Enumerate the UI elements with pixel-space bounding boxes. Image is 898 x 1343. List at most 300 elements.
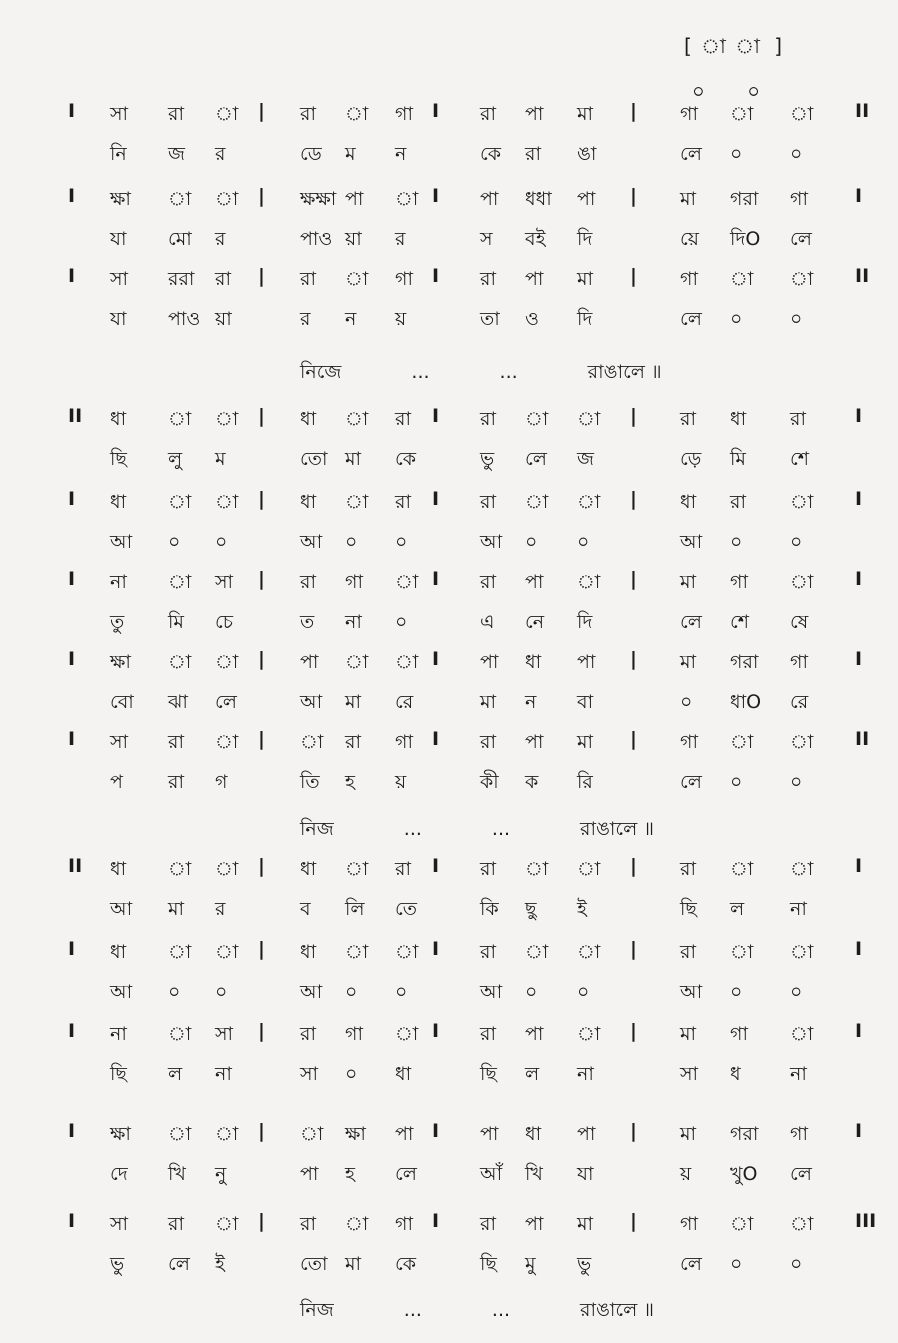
note: া (215, 858, 239, 880)
note: ধা (110, 491, 127, 513)
note: সা (215, 1023, 234, 1045)
lyric-syllable: ০ (790, 771, 803, 793)
lyric-syllable: খুO (730, 1163, 758, 1185)
lyric-syllable: লু (168, 448, 183, 470)
notes-line (0, 938, 898, 978)
note: গা (395, 103, 413, 125)
lyric-syllable: য় (395, 308, 407, 330)
note: রা (168, 103, 184, 125)
refrain-line (300, 358, 732, 390)
bar-line: I (432, 648, 440, 670)
lyric-syllable: দিO (730, 228, 761, 250)
note: পা (525, 103, 544, 125)
bar-line: II (68, 855, 83, 877)
refrain-line (300, 1296, 724, 1328)
lyrics-line (0, 445, 898, 485)
bar-line: I (855, 405, 863, 427)
lyric-syllable: না (790, 1063, 807, 1085)
lyric-syllable: ভু (577, 1253, 592, 1275)
lyric-syllable: ধাO (730, 691, 762, 713)
lyric-syllable: মা (345, 691, 362, 713)
lyric-syllable: দি (577, 611, 593, 633)
lyric-syllable: যা (577, 1163, 594, 1185)
note: া (790, 1213, 814, 1235)
lyric-syllable: ০ (345, 531, 358, 553)
note: া (345, 268, 369, 290)
note: ক্ষা (345, 1123, 366, 1145)
note: া (730, 941, 754, 963)
lyric-syllable: কে (480, 143, 502, 165)
note: া (525, 408, 549, 430)
lyric-syllable: ই (577, 898, 587, 920)
note: পা (525, 1023, 544, 1045)
note: রা (480, 268, 496, 290)
note: া (215, 941, 239, 963)
lyric-syllable: লে (525, 448, 547, 470)
lyric-syllable: মু (525, 1253, 536, 1275)
note: গা (395, 268, 413, 290)
lyric-syllable: জ (577, 448, 594, 470)
lyric-syllable: ছি (110, 1063, 127, 1085)
lyric-syllable: ০ (730, 143, 743, 165)
note: রা (215, 268, 231, 290)
note: া (215, 731, 239, 753)
note: রা (300, 103, 316, 125)
note: া (525, 858, 549, 880)
bar-line: I (68, 938, 76, 960)
lyric-syllable: না (790, 898, 807, 920)
notes-line (0, 488, 898, 528)
note: া (577, 858, 601, 880)
lyric-syllable: ঙা (577, 143, 597, 165)
lyric-syllable: দি (577, 308, 593, 330)
lyric-syllable: স (480, 228, 493, 250)
bar-line: | (630, 1020, 637, 1042)
lyric-syllable: সা (300, 1063, 319, 1085)
bar-line: I (432, 185, 440, 207)
bar-line: I (855, 568, 863, 590)
lyric-syllable: পাও (300, 228, 333, 250)
lyric-syllable: ০ (577, 981, 590, 1003)
bar-line: I (432, 1210, 440, 1232)
note: গরা (730, 188, 759, 210)
note: রা (480, 103, 496, 125)
lyric-syllable: ন (395, 143, 407, 165)
lyric-syllable: তু (110, 611, 125, 633)
lyric-syllable: য় (680, 1163, 692, 1185)
lyric-syllable: আঁ (480, 1163, 503, 1185)
notes-line (0, 728, 898, 768)
lyric-syllable: ০ (215, 531, 228, 553)
lyrics-line (0, 1250, 898, 1290)
note: া (168, 188, 192, 210)
note: া (215, 651, 239, 673)
note: া (345, 491, 369, 513)
lyric-syllable: না (345, 611, 362, 633)
lyric-syllable: খি (168, 1163, 186, 1185)
lyric-syllable: য়া (345, 228, 362, 250)
note: া (345, 408, 369, 430)
bar-line: I (68, 1210, 76, 1232)
bar-line: | (630, 938, 637, 960)
bar-line: | (258, 728, 265, 750)
note: মা (680, 188, 697, 210)
note: া (345, 103, 369, 125)
lyric-syllable: রি (577, 771, 593, 793)
lyric-syllable: লে (790, 228, 812, 250)
lyric-syllable: হ (345, 771, 355, 793)
note: া (577, 408, 601, 430)
lyric-syllable: মা (168, 898, 185, 920)
stanza (0, 728, 898, 808)
bar-line: I (68, 488, 76, 510)
note: রা (480, 571, 496, 593)
lyric-syllable: কে (395, 1253, 417, 1275)
bar-line: III (855, 1210, 877, 1232)
lyric-syllable: রা (168, 771, 184, 793)
lyric-syllable: ০ (790, 308, 803, 330)
lyric-syllable: ভু (110, 1253, 125, 1275)
lyric-syllable: না (215, 1063, 232, 1085)
stanza (0, 855, 898, 935)
note: পা (525, 1213, 544, 1235)
note: না (110, 571, 127, 593)
note: মা (680, 571, 697, 593)
note: ধা (525, 651, 542, 673)
stanza (0, 1210, 898, 1290)
lyric-syllable: য়ে (680, 228, 699, 250)
note: রা (300, 268, 316, 290)
note: পা (525, 731, 544, 753)
lyric-syllable: ০ (345, 1063, 358, 1085)
bar-line: I (855, 855, 863, 877)
note: া (790, 1023, 814, 1045)
note: রা (300, 571, 316, 593)
note: া (790, 491, 814, 513)
header-line-1: [ া া ] (683, 34, 787, 58)
bar-line: I (432, 100, 440, 122)
note: া (168, 941, 192, 963)
note: মা (577, 731, 594, 753)
lyric-syllable: ন (525, 691, 537, 713)
note: ধা (525, 1123, 542, 1145)
lyric-syllable: মা (480, 691, 497, 713)
note: রা (790, 408, 806, 430)
notes-line (0, 1210, 898, 1250)
lyric-syllable: জ (168, 143, 185, 165)
refrain-part: নিজে (300, 361, 342, 383)
lyrics-line (0, 768, 898, 808)
note: পা (480, 188, 499, 210)
stanza (0, 185, 898, 265)
note: া (730, 731, 754, 753)
stanza (0, 648, 898, 728)
lyric-syllable: লি (345, 898, 365, 920)
bar-line: I (855, 488, 863, 510)
lyric-syllable: ডে (300, 143, 322, 165)
note: সা (110, 103, 129, 125)
lyric-syllable: ষে (790, 611, 809, 633)
lyrics-line (0, 895, 898, 935)
lyric-syllable: না (577, 1063, 594, 1085)
lyric-syllable: ০ (730, 531, 743, 553)
lyric-syllable: ছি (680, 898, 697, 920)
lyric-syllable: দে (110, 1163, 128, 1185)
stanza (0, 568, 898, 648)
bar-line: | (258, 938, 265, 960)
bar-line: | (630, 405, 637, 427)
note: ররা (168, 268, 195, 290)
lyric-syllable: তি (300, 771, 320, 793)
lyric-syllable: ০ (790, 981, 803, 1003)
lyric-syllable: মি (730, 448, 746, 470)
refrain-part: রাঙালে ॥ (587, 361, 662, 383)
lyric-syllable: নি (110, 143, 127, 165)
bar-line: | (258, 1210, 265, 1232)
lyric-syllable: ০ (790, 1253, 803, 1275)
note: া (168, 1123, 192, 1145)
note: ধা (730, 408, 747, 430)
bar-line: | (630, 728, 637, 750)
note: রা (345, 731, 361, 753)
note: া (345, 651, 369, 673)
notes-line (0, 185, 898, 225)
note: ধা (110, 858, 127, 880)
stanza (0, 405, 898, 485)
bar-line: II (855, 100, 870, 122)
note: রা (395, 408, 411, 430)
note: গা (730, 1023, 748, 1045)
note: সা (110, 731, 129, 753)
note: রা (480, 941, 496, 963)
lyric-syllable: মি (168, 611, 184, 633)
lyric-syllable: তো (300, 448, 328, 470)
lyric-syllable: হ (345, 1163, 355, 1185)
note: রা (680, 408, 696, 430)
note: রা (480, 731, 496, 753)
note: পা (300, 651, 319, 673)
lyric-syllable: ছু (525, 898, 537, 920)
note: া (168, 491, 192, 513)
note: া (730, 103, 754, 125)
lyric-syllable: শে (790, 448, 809, 470)
note: রা (168, 1213, 184, 1235)
bar-line: | (630, 568, 637, 590)
note: ধা (110, 941, 127, 963)
bar-line: | (258, 185, 265, 207)
lyric-syllable: যা (110, 308, 127, 330)
lyric-syllable: ০ (168, 981, 181, 1003)
lyric-syllable: তা (480, 308, 500, 330)
note: পা (480, 651, 499, 673)
bar-line: | (258, 100, 265, 122)
bar-line: | (630, 488, 637, 510)
lyric-syllable: ০ (395, 611, 408, 633)
lyric-syllable: নে (525, 611, 545, 633)
note: া (730, 858, 754, 880)
bar-line: I (855, 1020, 863, 1042)
lyrics-line (0, 688, 898, 728)
note: া (215, 408, 239, 430)
lyric-syllable: গ (215, 771, 228, 793)
refrain-part: ... (499, 361, 518, 383)
notes-line (0, 265, 898, 305)
bar-line: | (630, 185, 637, 207)
note: া (790, 268, 814, 290)
stanza (0, 1020, 898, 1100)
refrain-part: ... (491, 818, 511, 840)
lyric-syllable: আ (480, 981, 503, 1003)
note: ধা (300, 408, 317, 430)
lyric-syllable: তো (300, 1253, 328, 1275)
lyric-syllable: র (215, 143, 226, 165)
lyric-syllable: মা (345, 448, 362, 470)
note: মা (577, 103, 594, 125)
note: রা (480, 408, 496, 430)
note: গা (730, 571, 748, 593)
lyric-syllable: ক (525, 771, 539, 793)
refrain-line (300, 815, 724, 847)
lyric-syllable: ০ (730, 771, 743, 793)
lyric-syllable: ল (730, 898, 745, 920)
lyric-syllable: মা (345, 1253, 362, 1275)
lyric-syllable: আ (680, 981, 703, 1003)
lyric-syllable: ধ (730, 1063, 741, 1085)
lyric-syllable: ০ (345, 981, 358, 1003)
bar-line: I (855, 185, 863, 207)
note: া (345, 941, 369, 963)
note: া (577, 941, 601, 963)
lyrics-line (0, 528, 898, 568)
lyric-syllable: লে (680, 771, 702, 793)
note: মা (577, 1213, 594, 1235)
note: রা (730, 491, 746, 513)
lyric-syllable: ব (300, 898, 311, 920)
lyric-syllable: ০ (525, 531, 538, 553)
note: রা (395, 491, 411, 513)
note: রা (680, 941, 696, 963)
lyric-syllable: বই (525, 228, 546, 250)
note: া (300, 1123, 324, 1145)
bar-line: | (630, 648, 637, 670)
refrain-part: ... (491, 1299, 511, 1321)
note: রা (680, 858, 696, 880)
note: া (577, 1023, 601, 1045)
lyric-syllable: ০ (168, 531, 181, 553)
lyrics-line (0, 608, 898, 648)
lyric-syllable: র (395, 228, 406, 250)
note: মা (577, 268, 594, 290)
notes-line (0, 1120, 898, 1160)
lyric-syllable: ত (300, 611, 315, 633)
note: পা (577, 188, 596, 210)
note: গরা (730, 1123, 759, 1145)
notes-line (0, 568, 898, 608)
lyric-syllable: লে (395, 1163, 417, 1185)
stanza (0, 265, 898, 345)
note: সা (215, 571, 234, 593)
lyric-syllable: ০ (790, 143, 803, 165)
note: ধধা (525, 188, 552, 210)
lyric-syllable: ০ (790, 531, 803, 553)
lyric-syllable: র (300, 308, 311, 330)
note: রা (480, 491, 496, 513)
lyric-syllable: লে (680, 143, 702, 165)
note: গা (345, 571, 363, 593)
lyric-syllable: ম (215, 448, 226, 470)
note: রা (300, 1023, 316, 1045)
bar-line: I (68, 265, 76, 287)
note: া (577, 571, 601, 593)
lyric-syllable: লে (680, 1253, 702, 1275)
bar-line: | (258, 568, 265, 590)
lyric-syllable: লে (790, 1163, 812, 1185)
note: া (790, 941, 814, 963)
note: া (790, 731, 814, 753)
bar-line: I (68, 185, 76, 207)
note: া (168, 858, 192, 880)
lyric-syllable: রে (395, 691, 414, 713)
refrain-part: রাঙালে ॥ (580, 818, 655, 840)
lyrics-line (0, 305, 898, 345)
lyric-syllable: চে (215, 611, 233, 633)
bar-line: I (855, 938, 863, 960)
lyric-syllable: মো (168, 228, 192, 250)
note: পা (345, 188, 364, 210)
note: সা (110, 1213, 129, 1235)
lyric-syllable: ড়ে (680, 448, 702, 470)
note: গা (680, 731, 698, 753)
note: া (730, 268, 754, 290)
lyric-syllable: রা (525, 143, 541, 165)
lyric-syllable: ০ (395, 981, 408, 1003)
lyric-syllable: ছি (110, 448, 127, 470)
lyric-syllable: ছি (480, 1063, 497, 1085)
lyrics-line (0, 140, 898, 180)
note: পা (525, 268, 544, 290)
lyric-syllable: কে (395, 448, 417, 470)
note: া (395, 651, 419, 673)
note: া (577, 491, 601, 513)
lyric-syllable: আ (110, 981, 133, 1003)
note: গরা (730, 651, 759, 673)
lyric-syllable: আ (110, 898, 133, 920)
lyric-syllable: ০ (730, 1253, 743, 1275)
lyric-syllable: ০ (525, 981, 538, 1003)
note: া (168, 571, 192, 593)
lyrics-line (0, 1160, 898, 1200)
lyric-syllable: র (215, 228, 226, 250)
note: া (215, 491, 239, 513)
note: রা (300, 1213, 316, 1235)
note: া (168, 1023, 192, 1045)
refrain-part: ... (403, 818, 422, 840)
note: া (730, 1213, 754, 1235)
bar-line: | (630, 265, 637, 287)
lyric-syllable: পা (300, 1163, 319, 1185)
lyric-syllable: ম (345, 143, 356, 165)
note: ক্ষক্ষা (300, 188, 337, 210)
stanza (0, 1120, 898, 1200)
note: া (790, 858, 814, 880)
lyric-syllable: ল (168, 1063, 183, 1085)
lyric-syllable: লে (680, 308, 702, 330)
bar-line: | (258, 488, 265, 510)
note: গা (790, 1123, 808, 1145)
lyric-syllable: কী (480, 771, 499, 793)
note: মা (680, 1023, 697, 1045)
lyric-syllable: রে (790, 691, 809, 713)
